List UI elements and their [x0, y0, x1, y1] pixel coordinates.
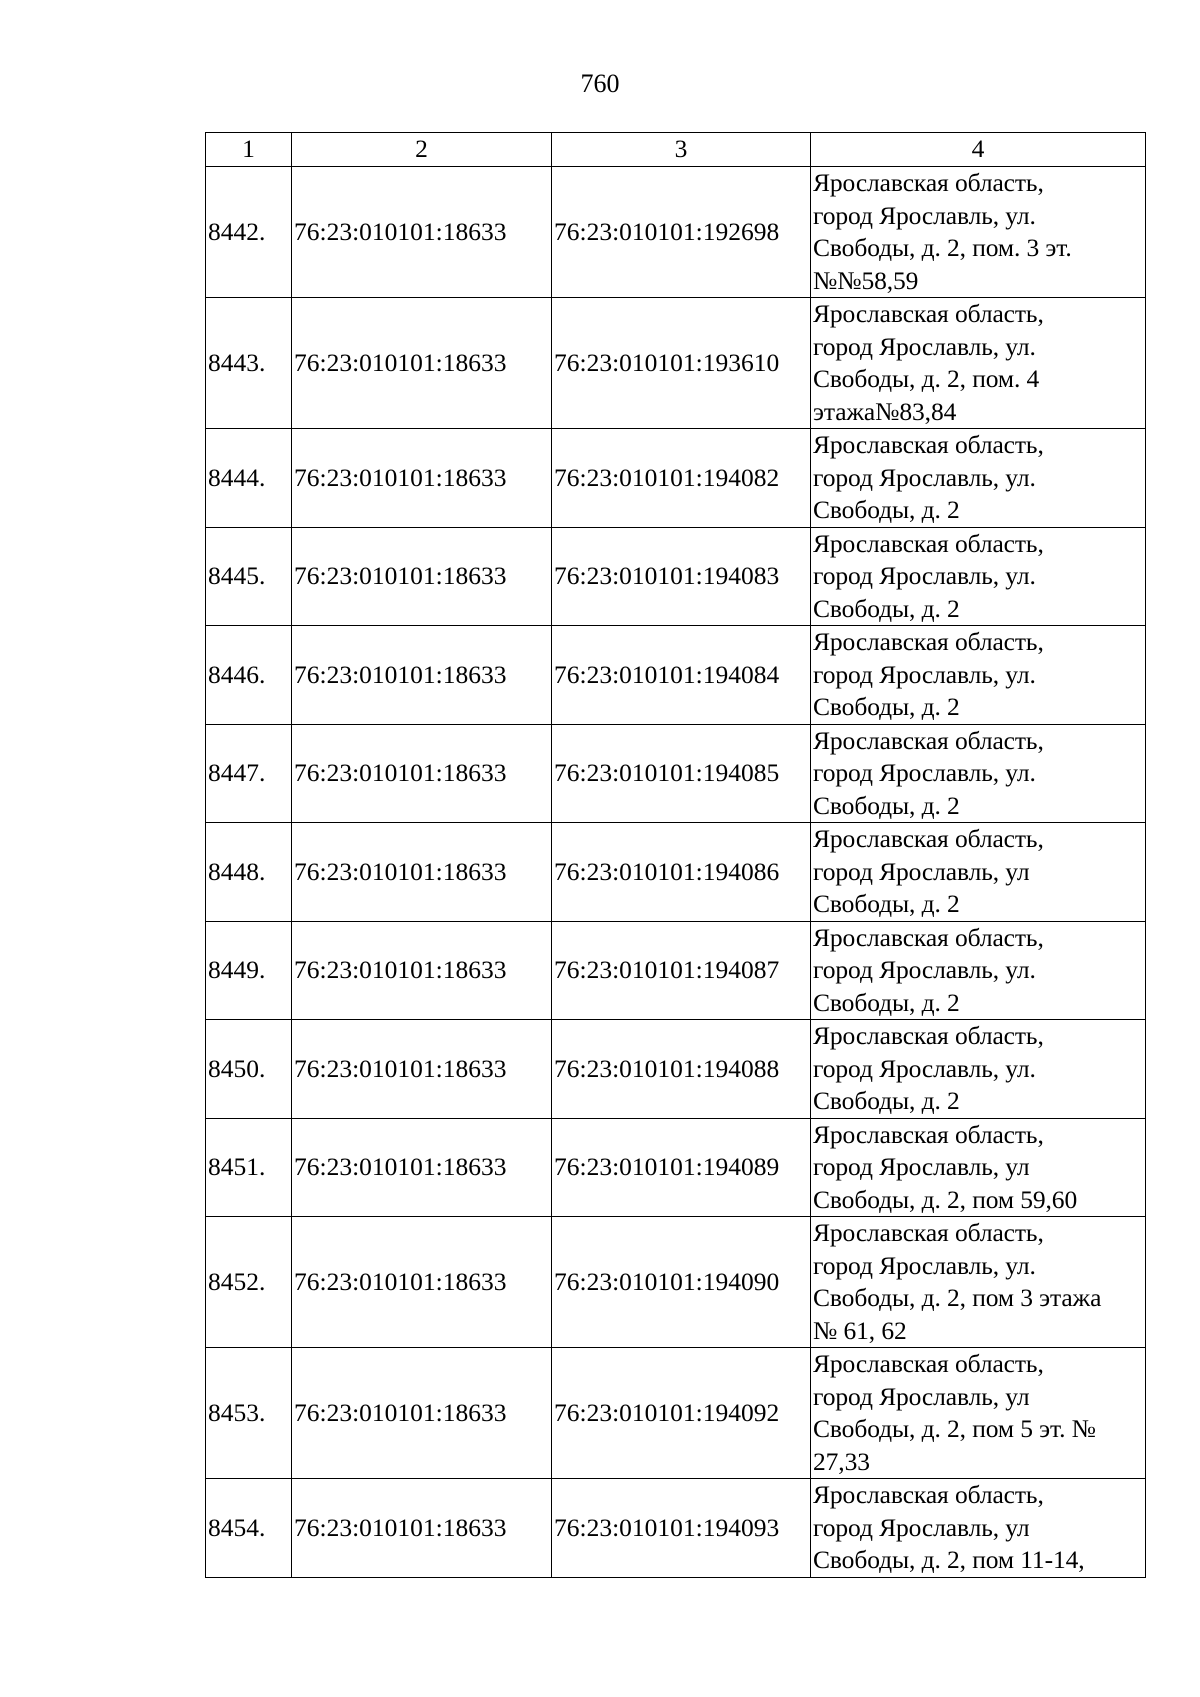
address-line: Ярославская область, [813, 725, 1044, 755]
address-line: Ярославская область, [813, 824, 1044, 853]
address-line: Ярославская область, [813, 627, 1044, 656]
address-line: Свободы, д. 2, пом. 4 [813, 364, 1040, 393]
table-row [206, 429, 1146, 528]
address-line: Ярославская область, [813, 1218, 1044, 1247]
address-line: город Ярославль, ул. [813, 200, 1036, 230]
object-cadastral-number: 76:23:010101:194083 [552, 527, 811, 626]
address-line: Свободы, д. 2 [813, 1086, 960, 1115]
address-line: город Ярославль, ул. [813, 561, 1036, 590]
parcel-cadastral-number: 76:23:010101:18633 [292, 724, 552, 823]
address-line: этажа№83,84 [813, 396, 957, 426]
object-cadastral-number: 76:23:010101:194088 [552, 1020, 811, 1119]
row-number: 8448. [206, 823, 292, 922]
address-line: Ярославская область, [813, 168, 1044, 197]
table-row [206, 1020, 1146, 1119]
column-header-2: 2 [292, 133, 552, 167]
address-cell [811, 1479, 1146, 1578]
page-number: 760 [580, 69, 620, 98]
table-row [206, 1217, 1146, 1348]
row-number: 8452. [206, 1217, 292, 1348]
address-line: Свободы, д. 2 [813, 495, 960, 524]
address-cell [811, 724, 1146, 823]
address-line: город Ярославль, ул. [813, 462, 1036, 492]
row-number: 8442. [206, 167, 292, 298]
address-line: Свободы, д. 2, пом 5 эт. № [813, 1414, 1096, 1443]
table-row [206, 1348, 1146, 1479]
address-cell [811, 823, 1146, 922]
address-line: Свободы, д. 2, пом 11-14, [813, 1545, 1085, 1574]
row-number: 8443. [206, 298, 292, 429]
table-row [206, 1118, 1146, 1217]
row-number: 8449. [206, 921, 292, 1020]
parcel-cadastral-number: 76:23:010101:18633 [292, 1217, 552, 1348]
parcel-cadastral-number: 76:23:010101:18633 [292, 823, 552, 922]
address-line: город Ярославль, ул. [813, 331, 1036, 361]
object-cadastral-number: 76:23:010101:194082 [552, 429, 811, 528]
row-number: 8444. [206, 429, 292, 528]
object-cadastral-number: 76:23:010101:194087 [552, 921, 811, 1020]
parcel-cadastral-number: 76:23:010101:18633 [292, 626, 552, 725]
parcel-cadastral-number: 76:23:010101:18633 [292, 527, 552, 626]
row-number: 8451. [206, 1118, 292, 1217]
column-header-4: 4 [811, 133, 1146, 167]
address-line: Ярославская область, [813, 1119, 1044, 1149]
address-cell [811, 167, 1146, 298]
address-cell [811, 1118, 1146, 1217]
parcel-cadastral-number: 76:23:010101:18633 [292, 298, 552, 429]
parcel-cadastral-number: 76:23:010101:18633 [292, 1020, 552, 1119]
address-line: Ярославская область, [813, 528, 1044, 558]
address-line: город Ярославль, ул. [813, 955, 1036, 984]
object-cadastral-number: 76:23:010101:194090 [552, 1217, 811, 1348]
row-number: 8453. [206, 1348, 292, 1479]
address-line: Свободы, д. 2 [813, 889, 960, 918]
address-line: Свободы, д. 2, пом. 3 эт. [813, 233, 1072, 262]
parcel-cadastral-number: 76:23:010101:18633 [292, 167, 552, 298]
address-cell [811, 1348, 1146, 1479]
parcel-cadastral-number: 76:23:010101:18633 [292, 1118, 552, 1217]
address-cell [811, 1020, 1146, 1119]
address-line: город Ярославль, ул. [813, 1053, 1036, 1083]
address-cell [811, 626, 1146, 725]
address-cell [811, 527, 1146, 626]
row-number: 8446. [206, 626, 292, 725]
address-line: Свободы, д. 2 [813, 790, 960, 820]
parcel-cadastral-number: 76:23:010101:18633 [292, 1348, 552, 1479]
row-number: 8447. [206, 724, 292, 823]
address-line: город Ярославль, ул. [813, 659, 1036, 689]
parcel-cadastral-number: 76:23:010101:18633 [292, 921, 552, 1020]
table-row [206, 1479, 1146, 1578]
object-cadastral-number: 76:23:010101:194085 [552, 724, 811, 823]
row-number: 8445. [206, 527, 292, 626]
column-header-3: 3 [552, 133, 811, 167]
object-cadastral-number: 76:23:010101:194092 [552, 1348, 811, 1479]
address-line: Ярославская область, [813, 1021, 1044, 1050]
table-row [206, 823, 1146, 922]
object-cadastral-number: 76:23:010101:192698 [552, 167, 811, 298]
table-row [206, 626, 1146, 725]
table-row [206, 167, 1146, 298]
address-line: город Ярославль, ул. [813, 758, 1036, 787]
row-number: 8454. [206, 1479, 292, 1578]
column-header-1: 1 [206, 133, 292, 167]
address-cell [811, 298, 1146, 429]
table-row [206, 724, 1146, 823]
object-cadastral-number: 76:23:010101:194089 [552, 1118, 811, 1217]
object-cadastral-number: 76:23:010101:194093 [552, 1479, 811, 1578]
registry-table [205, 132, 1146, 1578]
address-line: Ярославская область, [813, 430, 1044, 459]
address-cell [811, 429, 1146, 528]
object-cadastral-number: 76:23:010101:194084 [552, 626, 811, 725]
parcel-cadastral-number: 76:23:010101:18633 [292, 1479, 552, 1578]
address-cell [811, 1217, 1146, 1348]
parcel-cadastral-number: 76:23:010101:18633 [292, 429, 552, 528]
address-line: город Ярославль, ул [813, 856, 1030, 886]
table-header-row [206, 133, 1146, 167]
address-line: Свободы, д. 2, пом 3 этажа [813, 1283, 1102, 1312]
address-line: город Ярославль, ул [813, 1152, 1030, 1181]
table-row [206, 527, 1146, 626]
object-cadastral-number: 76:23:010101:193610 [552, 298, 811, 429]
table-row [206, 921, 1146, 1020]
address-line: 27,33 [813, 1446, 870, 1476]
address-line: город Ярославль, ул. [813, 1250, 1036, 1280]
address-line: №№58,59 [813, 265, 919, 295]
address-line: Ярославская область, [813, 922, 1044, 952]
address-line: № 61, 62 [813, 1315, 907, 1345]
address-line: Свободы, д. 2 [813, 987, 960, 1017]
address-line: Ярославская область, [813, 1480, 1044, 1509]
table-row [206, 298, 1146, 429]
address-cell [811, 921, 1146, 1020]
row-number: 8450. [206, 1020, 292, 1119]
address-line: Свободы, д. 2 [813, 593, 960, 623]
address-line: Ярославская область, [813, 299, 1044, 328]
object-cadastral-number: 76:23:010101:194086 [552, 823, 811, 922]
address-line: Ярославская область, [813, 1349, 1044, 1378]
address-line: Свободы, д. 2, пом 59,60 [813, 1184, 1078, 1214]
address-line: город Ярославль, ул [813, 1512, 1030, 1542]
address-line: город Ярославль, ул [813, 1381, 1030, 1411]
address-line: Свободы, д. 2 [813, 692, 960, 721]
